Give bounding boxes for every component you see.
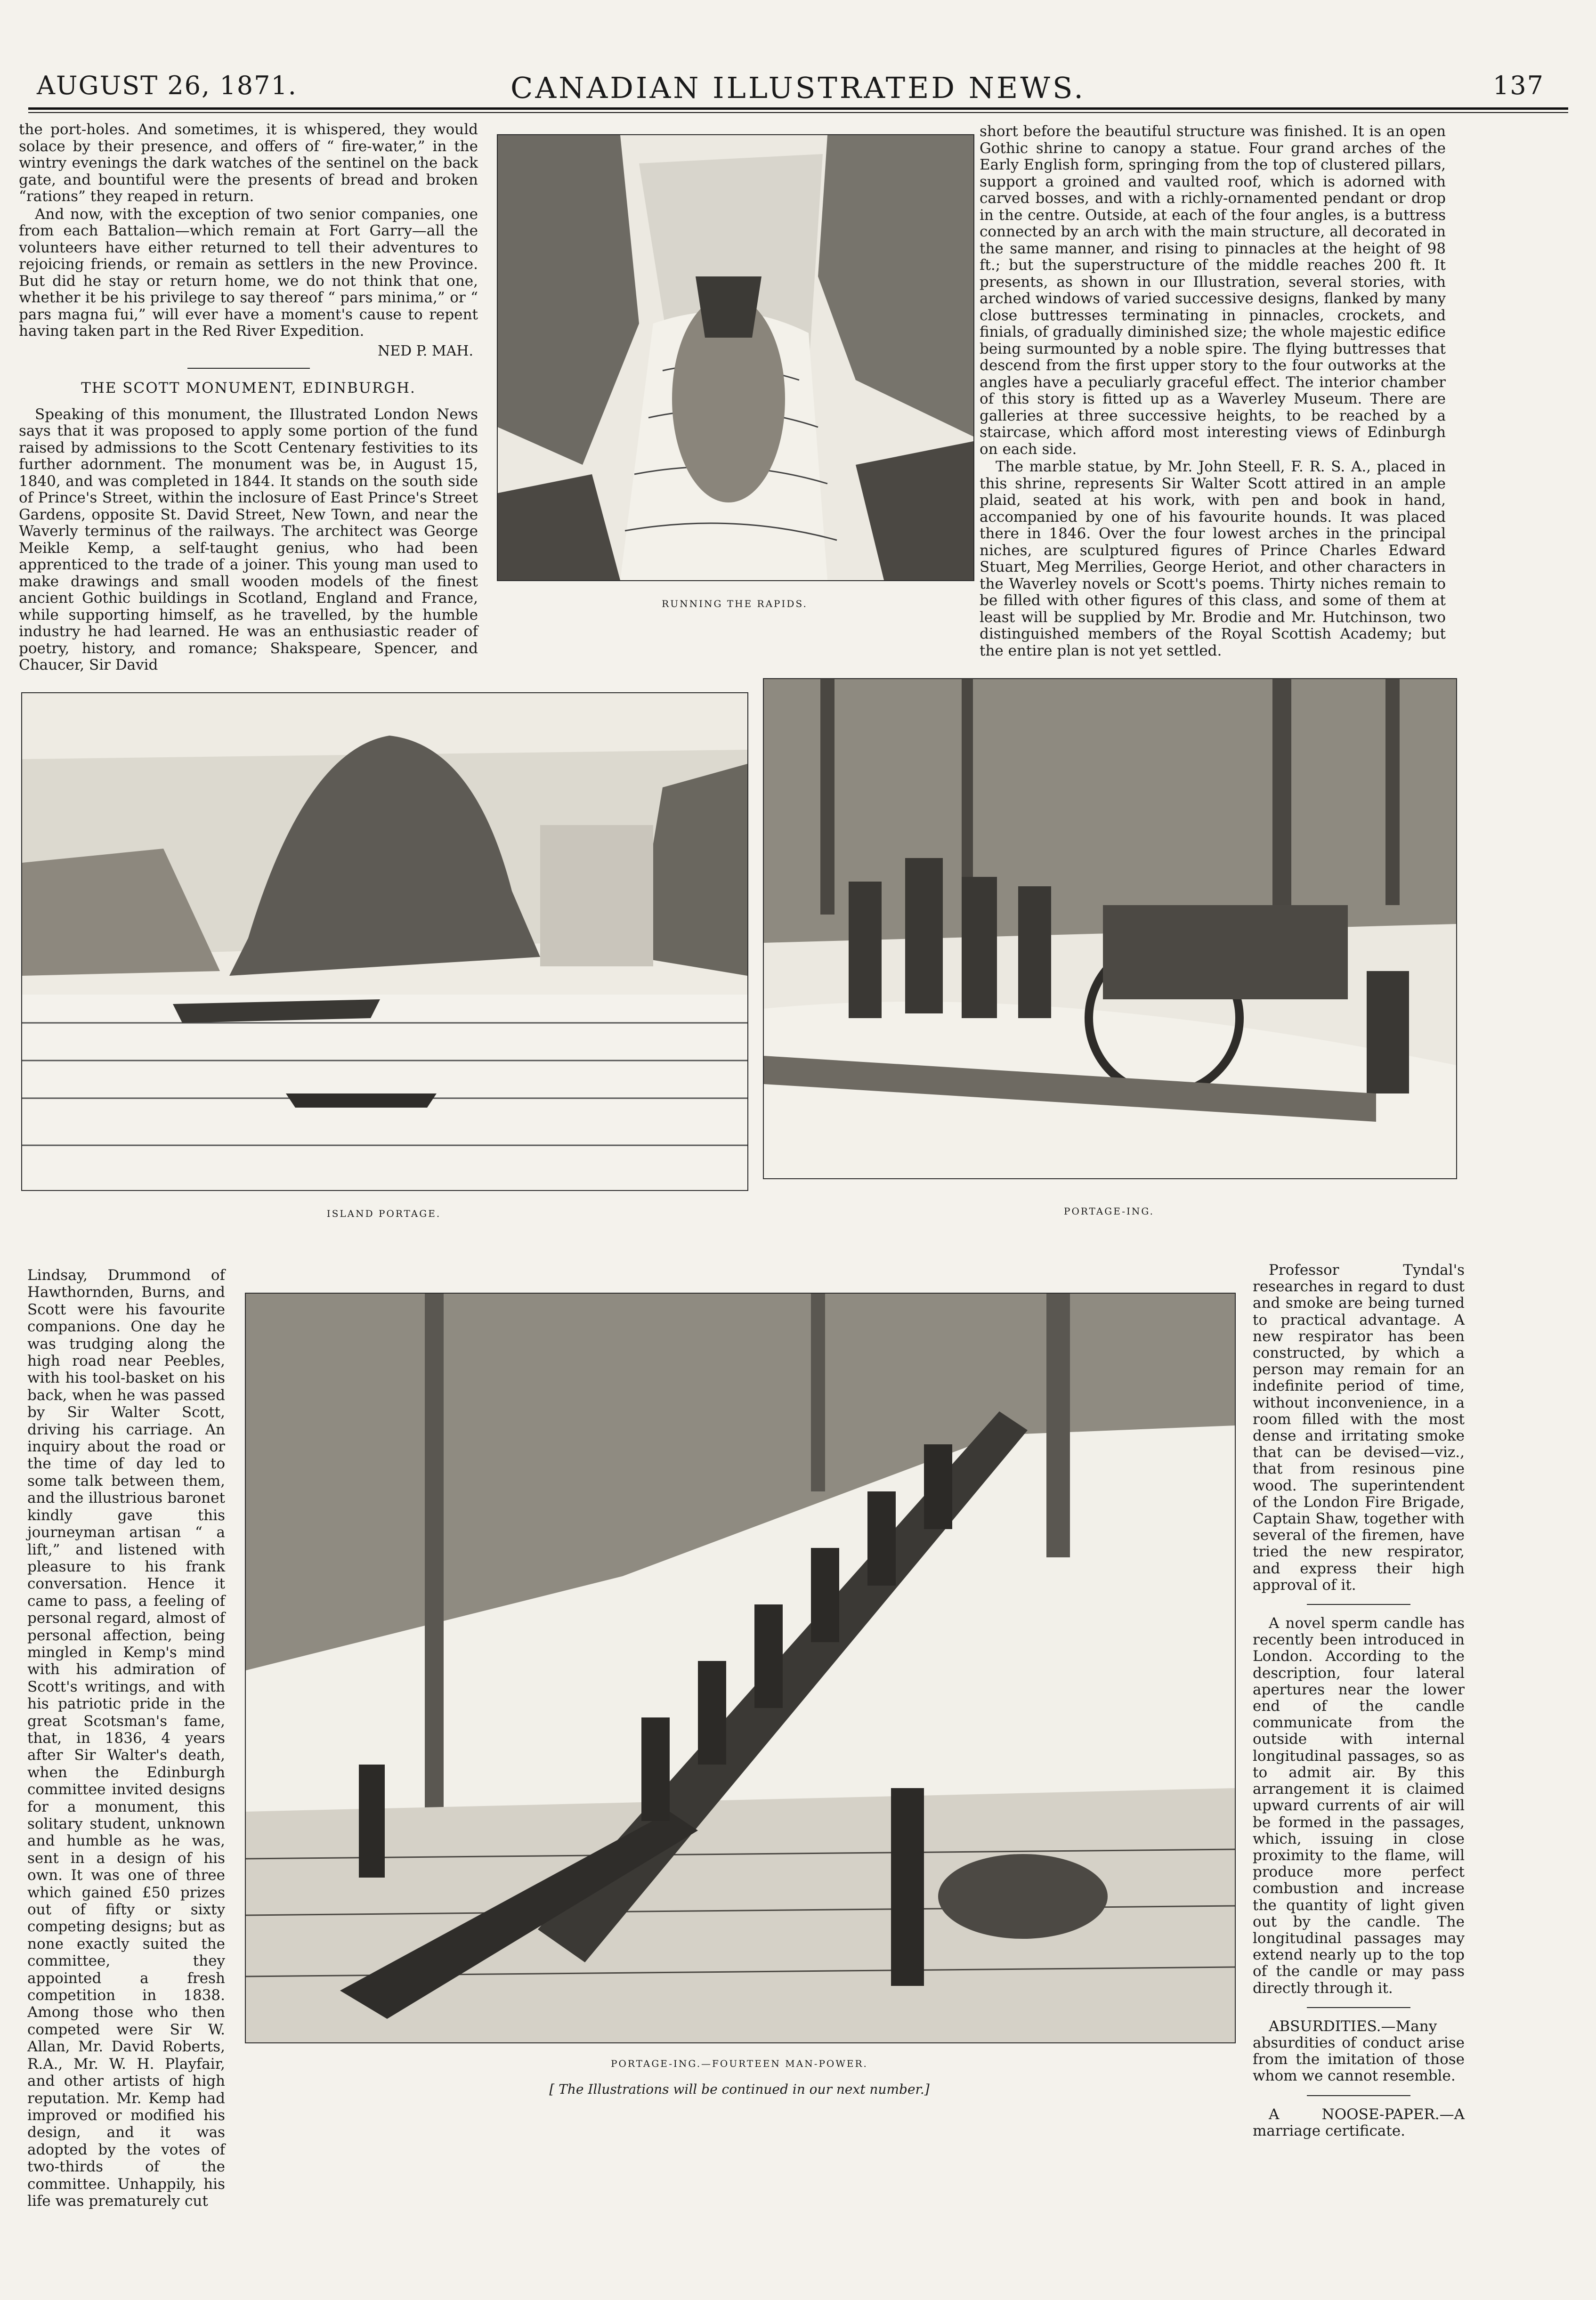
column-right-top [980, 123, 1446, 660]
caption-fourteen-man-power: PORTAGE-ING.—FOURTEEN MAN-POWER. [611, 2058, 868, 2069]
article-paragraph: Lindsay, Drummond of Hawthornden, Burns, and Scott were his favourite companions. One day he was trudging along the high road near Peebles, with his tool-basket on his back, when he was passed by Sir Walter Scott, driving his carriage. An inquiry about the road or the time of day led to some talk between them, and the illustrious baronet kindly gave this journeyman artisan “ a lift,” and listened with pleasure to his frank conversation. Hence it came to pass, a feeling of personal regard, almost of personal affection, being mingled in Kemp's mind with his admiration of Scott's writings, and with his patriotic pride in the great Scotsman's fame, that, in 1836, 4 years after Sir Walter's death, when the Edinburgh committee invited designs for a monument, this solitary student, unknown and humble as he was, sent in a design of his own. It was one of three which gained £50 prizes out of fifty or sixty competing designs; but as none exactly suited the committee, they appointed a fresh competition in 1838. Among those who then competed were Sir W. Allan, Mr. David Roberts, R.A., Mr. W. H. Playfair, and other artists of high reputation. Mr. Kemp had improved or modified his design, and it was adopted by the votes of two-thirds of the committee. Unhappily, his life was prematurely cut [27, 1267, 225, 2210]
article-signature: NED P. MAH. [378, 342, 473, 359]
illustration-island-portage [21, 692, 748, 1191]
article-paragraph [1253, 2018, 1465, 2085]
runin-label: A NOOSE-PAPER. [1269, 2106, 1440, 2123]
caption-portage-ing: PORTAGE-ING. [1064, 1206, 1154, 1217]
column-left-bottom [27, 1267, 225, 2211]
runin-text: —Many absurdities of conduct arise from the imitation of those whom we cannot resemble. [1253, 2017, 1465, 2085]
section-heading: THE SCOTT MONUMENT, EDINBURGH. [81, 380, 416, 397]
illustration-fourteen-man-power [245, 1293, 1236, 2043]
section-divider [1307, 2095, 1410, 2096]
article-paragraph: Professor Tyndal's researches in regard to dust and smoke are being turned to practical advantage. A new respirator has been constructed, by which a person may remain for an indefinite period of time, without inconvenience, in a room filled with the most dense and irritating smoke that can be devised—viz., that from resinous pine wood. The superintendent of the London Fire Brigade, Captain Shaw, together with several of the firemen, have tried the new respirator, and express their high approval of it. [1253, 1262, 1465, 1594]
runin-label: ABSURDITIES. [1269, 2017, 1381, 2035]
masthead-rule-thin [28, 112, 1568, 113]
illustration-running-the-rapids [497, 134, 974, 581]
section-divider [1307, 1604, 1410, 1605]
runin-text: —A marriage certificate. [1253, 2106, 1465, 2139]
article-paragraph: the port-holes. And sometimes, it is whispered, they would solace by their presence, and offers of “ fire-water,” in the wintry evenings the dark watches of the sentinel on the back gate, and bountiful were the presents of bread and broken “rations” they reaped in return. [19, 121, 478, 205]
section-divider [1307, 2007, 1410, 2008]
article-paragraph: The marble statue, by Mr. John Steell, F. R. S. A., placed in this shrine, represents Sir Walter Scott attired in an ample plaid, seated at his work, with pen and book in hand, accompanied by one of his favourite hounds. It was placed there in 1846. Over the four lowest arches in the principal niches, are sculptured figures of Prince Charles Edward Stuart, Meg Merrilies, George Heriot, and other characters in the Waverley novels or Scott's poems. Thirty niches remain to be filled with other figures of this class, and some of them at least will be supplied by Mr. Brodie and Mr. Hutchinson, two distinguished members of the Royal Scottish Academy; but the entire plan is not yet settled. [980, 458, 1446, 659]
continued-note: [ The Illustrations will be continued in our next number.] [549, 2081, 930, 2097]
column-right-bottom [1253, 1262, 1465, 2140]
article-paragraph: Speaking of this monument, the Illustrated London News says that it was proposed to apply some portion of the fund raised by admissions to the Scott Centenary festivities to its further adornment. The monument was be, in August 15, 1840, and was completed in 1844. It stands on the south side of Prince's Street, within the inclosure of East Prince's Street Gardens, opposite St. David Street, New Town, and near the Waverly terminus of the railways. The architect was George Meikle Kemp, a self-taught genius, who had been apprenticed to the trade of a joiner. This young man used to make drawings and small wooden models of the finest ancient Gothic buildings in Scotland, England and France, while supporting himself, as he travelled, by the humble industry he had learned. He was an enthusiastic reader of poetry, history, and romance; Shakspeare, Spencer, and Chaucer, Sir David [19, 405, 478, 673]
issue-date: AUGUST 26, 1871. [37, 71, 297, 100]
illustration-portage-ing [763, 678, 1457, 1179]
masthead-rule [28, 107, 1568, 110]
caption-island-portage: ISLAND PORTAGE. [326, 1208, 441, 1219]
caption-running-the-rapids: RUNNING THE RAPIDS. [662, 598, 808, 609]
article-paragraph: And now, with the exception of two senior companies, one from each Battalion—which remain at Fort Garry—all the volunteers have either returned to tell their adventures to rejoicing friends, or remain as settlers in the new Province. But did he stay or return home, we do not think that one, whether it be his privilege to say thereof “ pars minima,” or “ pars magna fui,” will ever have a moment's cause to repent having taken part in the Red River Expedition. [19, 205, 478, 340]
column-left-top [19, 121, 478, 675]
article-paragraph: short before the beautiful structure was finished. It is an open Gothic shrine to canopy a statue. Four grand arches of the Early English form, springing from the top of clustered pillars, support a groined and vaulted roof, which is adorned with carved bosses, and with a richly-ornamented pendant or drop in the centre. Outside, at each of the four angles, is a buttress connected by an arch with the main structure, all decorated in the same manner, and rising to pinnacles at the height of 98 ft.; but the superstructure of the middle reaches 200 ft. It presents, as shown in our Illustration, several stories, with arched windows of varied successive designs, flanked by many close buttresses terminating in pinnacles, crockets, and finials, of gradually diminished size; the whole majestic edifice being surmounted by a noble spire. The flying buttresses that descend from the first upper story to the four outworks at the angles have a peculiarly graceful effect. The interior chamber of this story is fitted up as a Waverley Museum. There are galleries at three successive heights, to be reached by a staircase, which afford most interesting views of Edinburgh on each side. [980, 123, 1446, 458]
page-number: 137 [1492, 71, 1544, 100]
article-paragraph: A novel sperm candle has recently been introduced in London. According to the description, four lateral apertures near the lower end of the candle communicate from the outside with internal longitudinal passages, so as to admit air. By this arrangement it is claimed upward currents of air will be formed in the passages, which, issuing in close proximity to the flame, will produce more perfect combustion and increase the quantity of light given out by the candle. The longitudinal passages may extend nearly up to the top of the candle or may pass directly through it. [1253, 1615, 1465, 1997]
newspaper-title: CANADIAN ILLUSTRATED NEWS. [510, 71, 1086, 105]
section-divider [187, 368, 310, 369]
article-paragraph [1253, 2106, 1465, 2139]
